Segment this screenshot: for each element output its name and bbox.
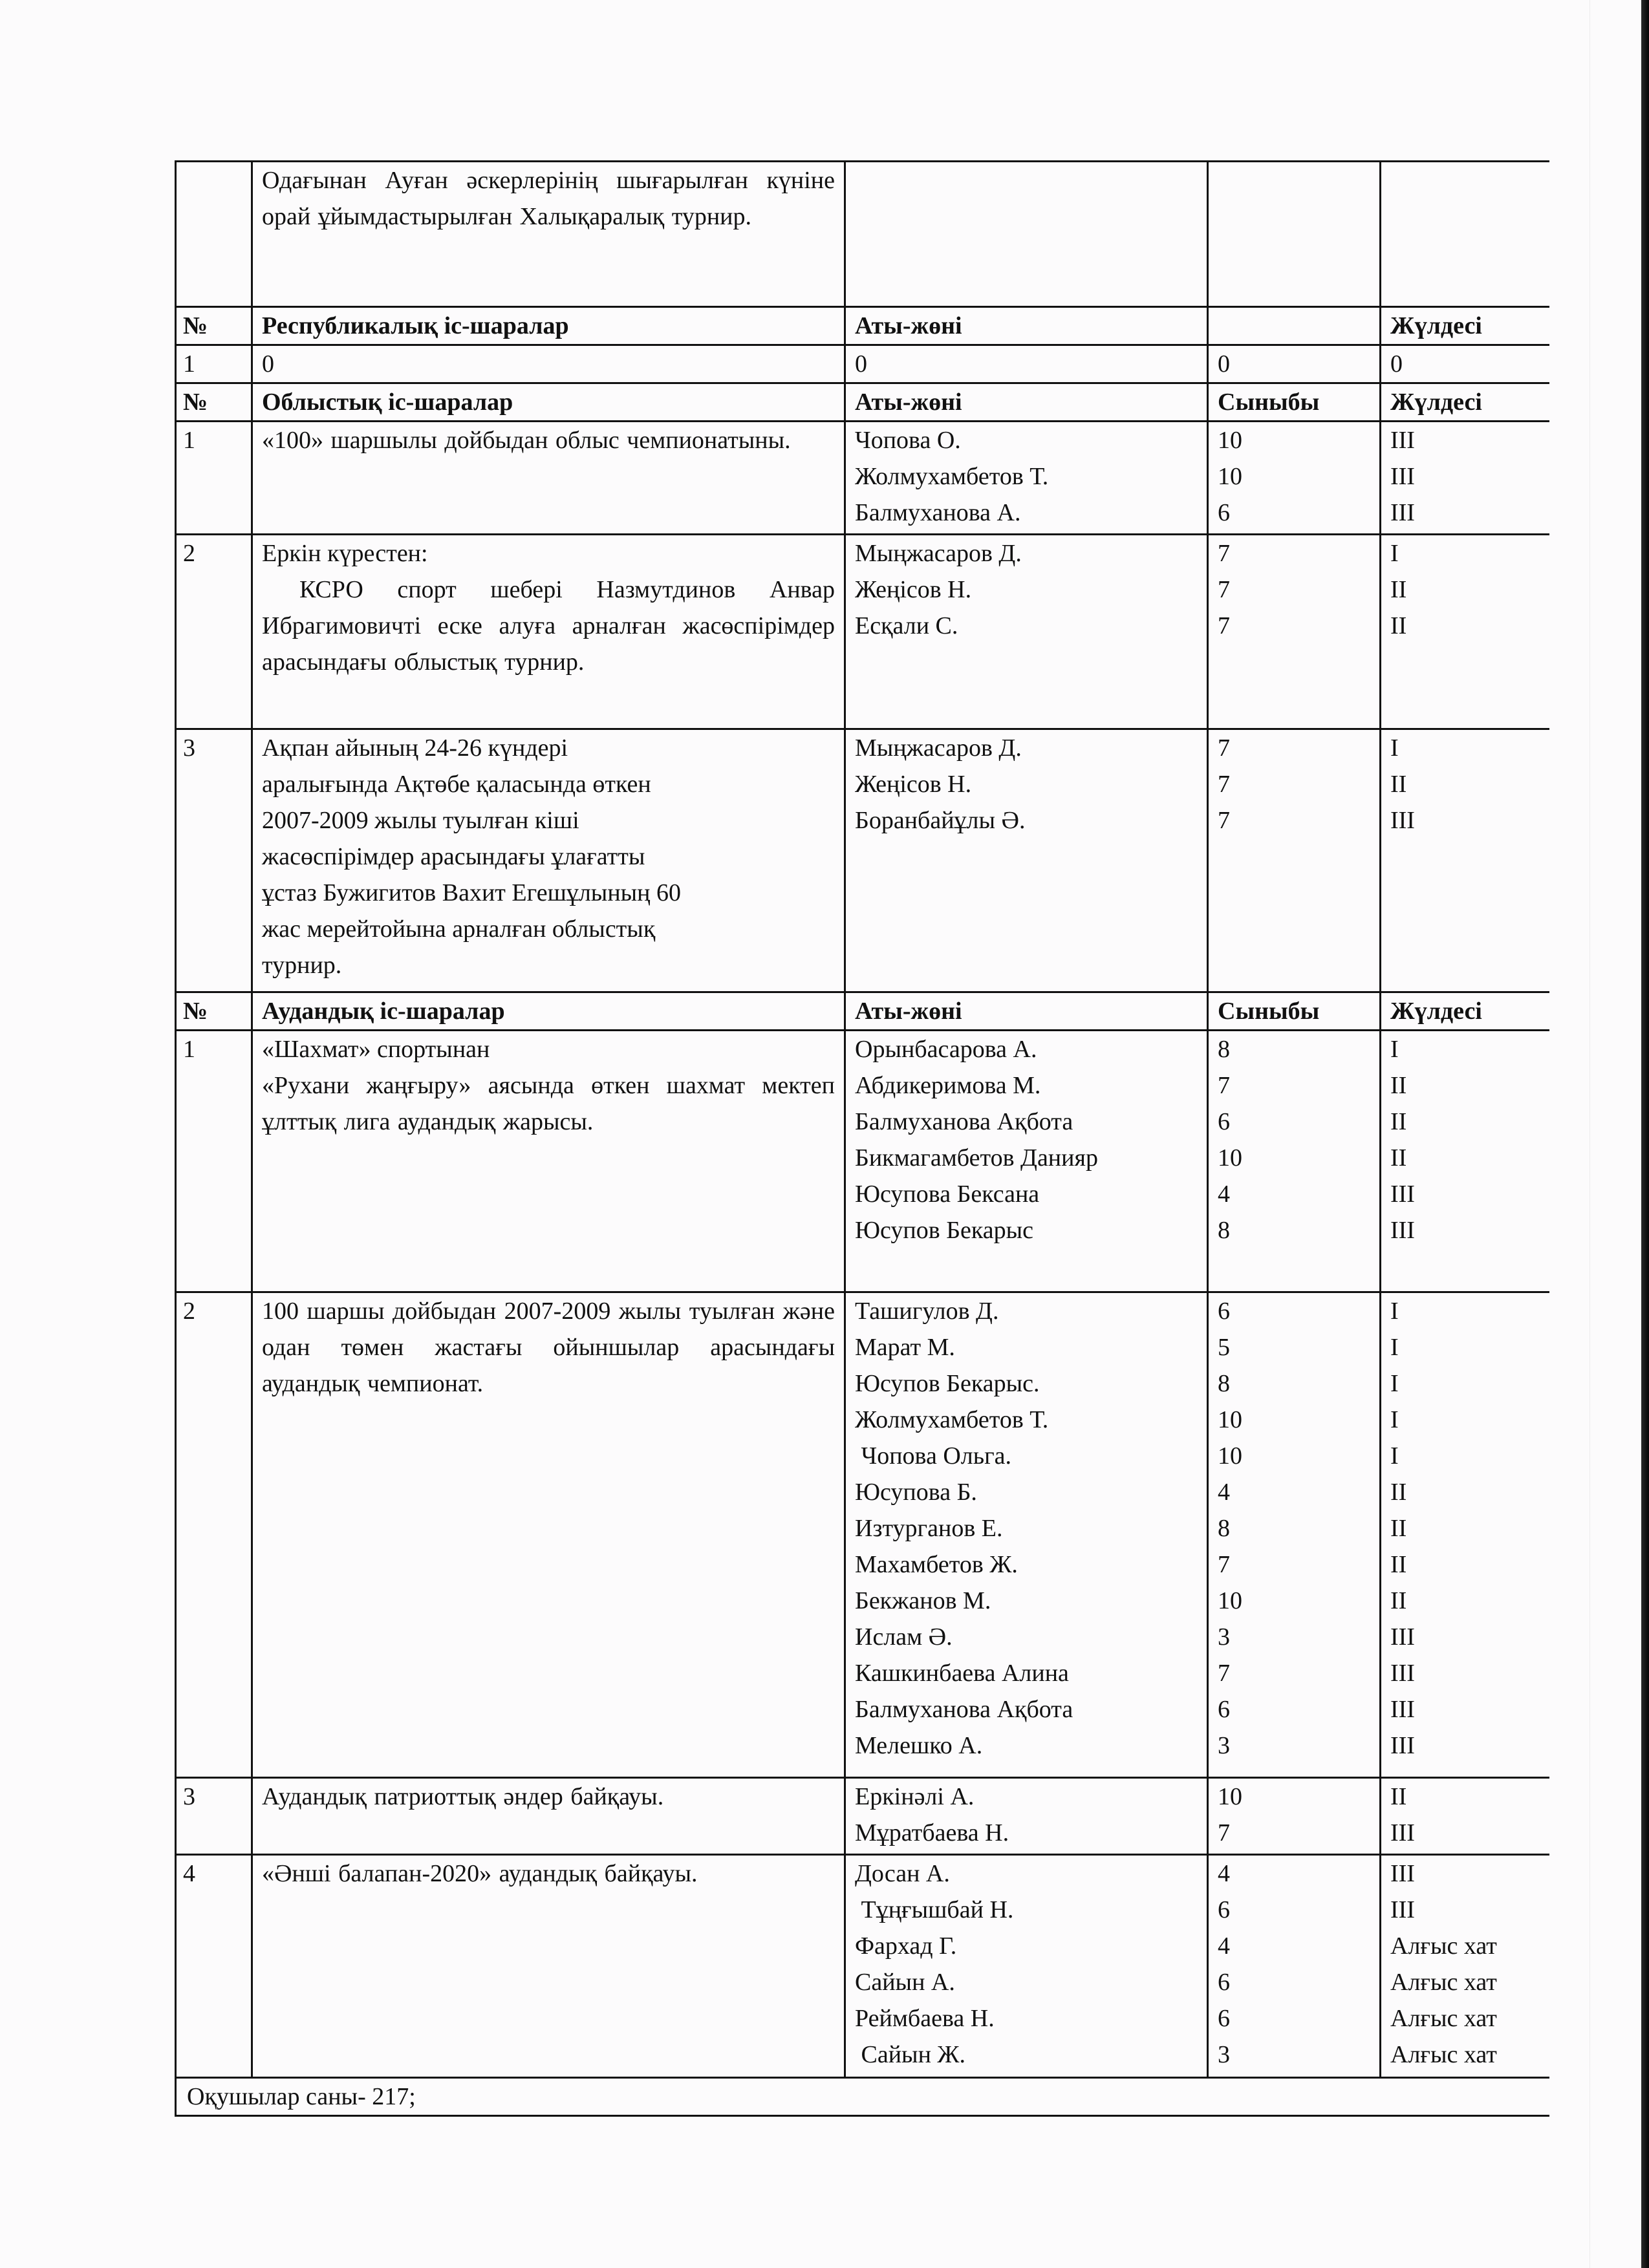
participant-name: Жеңісов Н. (855, 576, 972, 603)
event-description: КСРО спорт шебері Назмутдинов Анвар Ибрагимовичті еске алуға арналған жасөспірімдер арасындағы облыстық турнир. (262, 576, 835, 676)
participant-name: Орынбасарова А. (855, 1036, 1037, 1063)
participant-name: Махамбетов Ж. (855, 1551, 1018, 1578)
participant-prize: II (1390, 576, 1407, 603)
header-prize: Жүлдесі (1381, 307, 1549, 345)
participant-name: Жеңісов Н. (855, 771, 972, 798)
participant-name: Изтурганов Е. (855, 1515, 1003, 1542)
participant-grade: 7 (1218, 1819, 1230, 1846)
header-event: Аудандық іс-шаралар (252, 992, 845, 1031)
header-num: № (176, 383, 252, 422)
footer-row (176, 2078, 1549, 2116)
table-row (176, 535, 1549, 729)
participant-grade: 3 (1218, 1732, 1230, 1759)
row-grades (1208, 535, 1381, 729)
participant-grade: 6 (1218, 2005, 1230, 2032)
participant-prize: III (1390, 1860, 1415, 1887)
event-text: Аудандық патриоттық әндер байқауы. (262, 1783, 664, 1810)
participant-name: Жолмухамбетов Т. (855, 463, 1049, 490)
header-name: Аты-жөні (845, 307, 1208, 345)
participant-name: Мыңжасаров Д. (855, 540, 1022, 567)
num-cell (176, 162, 252, 307)
participant-grade: 7 (1218, 576, 1230, 603)
event-text: «Рухани жаңғыру» аясында өткен шахмат мектеп ұлттық лига аудандық жарысы. (262, 1072, 835, 1135)
participant-prize: III (1390, 463, 1415, 490)
participant-prize: Алғыс хат (1390, 1969, 1497, 1996)
participant-name: Ташигулов Д. (855, 1298, 999, 1325)
row-prizes (1381, 729, 1549, 992)
header-name: Аты-жөні (845, 992, 1208, 1031)
regional-header-row (176, 383, 1549, 422)
row-event (252, 1778, 845, 1855)
event-line: жасөспірімдер арасындағы ұлағатты (262, 843, 645, 870)
header-num: № (176, 992, 252, 1031)
participant-name: Боранбайұлы Ә. (855, 807, 1026, 834)
republic-header-row (176, 307, 1549, 345)
event-line: турнир. (262, 952, 342, 979)
event-cell (252, 162, 845, 307)
participant-prize: II (1390, 1587, 1407, 1614)
participant-name: Еркінәлі А. (855, 1783, 975, 1810)
event-line: аралығында Ақтөбе қаласында өткен (262, 771, 651, 798)
event-text: 100 шаршы дойбыдан 2007-2009 жылы туылған және одан төмен жастағы ойыншылар арасындағы аудандық чемпионат. (262, 1298, 835, 1397)
row-grades (1208, 1778, 1381, 1855)
participant-prize: III (1390, 1660, 1415, 1687)
participant-prize: III (1390, 1819, 1415, 1846)
participant-grade: 4 (1218, 1181, 1230, 1208)
participant-grade: 7 (1218, 1551, 1230, 1578)
district-header-row (176, 992, 1549, 1031)
row-event: 0 (252, 345, 845, 383)
row-num: 2 (176, 535, 252, 729)
row-names (845, 1292, 1208, 1778)
row-prize: 0 (1381, 345, 1549, 383)
row-prizes (1381, 1778, 1549, 1855)
participant-prize: II (1390, 612, 1407, 639)
row-names (845, 1031, 1208, 1292)
participant-prize: II (1390, 771, 1407, 798)
row-event (252, 422, 845, 535)
row-name: 0 (845, 345, 1208, 383)
row-event (252, 535, 845, 729)
prize-cell (1381, 162, 1549, 307)
participant-prize: III (1390, 807, 1415, 834)
participant-prize: I (1390, 1406, 1399, 1433)
event-line: жас мерейтойына арналған облыстық (262, 915, 656, 943)
participant-name: Юсупов Бекарыс. (855, 1370, 1040, 1397)
row-prizes (1381, 1031, 1549, 1292)
participant-grade: 4 (1218, 1479, 1230, 1506)
participant-name: Мелешко А. (855, 1732, 983, 1759)
row-num: 1 (176, 422, 252, 535)
row-num: 1 (176, 1031, 252, 1292)
header-grade: Сыныбы (1208, 383, 1381, 422)
grade-cell (1208, 162, 1381, 307)
participant-name: Балмуханова Ақбота (855, 1108, 1073, 1135)
header-event: Облыстық іс-шаралар (252, 383, 845, 422)
participant-name: Юсупов Бекарыс (855, 1217, 1034, 1244)
participant-name: Абдикеримова М. (855, 1072, 1041, 1099)
row-event (252, 1292, 845, 1778)
participant-grade: 10 (1218, 1406, 1242, 1433)
header-event: Республикалық іс-шаралар (252, 307, 845, 345)
participant-name: Тұңғышбай Н. (855, 1896, 1014, 1923)
participant-grade: 10 (1218, 1144, 1242, 1171)
participant-prize: I (1390, 1370, 1399, 1397)
participant-grade: 8 (1218, 1036, 1230, 1063)
row-num: 4 (176, 1855, 252, 2078)
participant-name: Балмуханова А. (855, 499, 1021, 526)
row-num: 3 (176, 1778, 252, 1855)
participant-name: Юсупова Б. (855, 1479, 977, 1506)
header-grade (1208, 307, 1381, 345)
row-grade: 0 (1208, 345, 1381, 383)
participant-grade: 10 (1218, 463, 1242, 490)
participant-name: Досан А. (855, 1860, 950, 1887)
table-row (176, 1855, 1549, 2078)
participant-name: Балмуханова Ақбота (855, 1696, 1073, 1723)
participant-name: Мыңжасаров Д. (855, 734, 1022, 762)
participant-grade: 8 (1218, 1515, 1230, 1542)
participant-grade: 7 (1218, 734, 1230, 762)
intro-row (176, 162, 1549, 307)
participant-grade: 7 (1218, 807, 1230, 834)
event-text (262, 572, 835, 680)
event-text: «100» шаршылы дойбыдан облыс чемпионатыны. (262, 427, 791, 454)
participant-grade: 7 (1218, 612, 1230, 639)
row-num: 3 (176, 729, 252, 992)
participant-grade: 6 (1218, 1969, 1230, 1996)
participant-grade: 6 (1218, 1298, 1230, 1325)
participant-name: Реймбаева Н. (855, 2005, 995, 2032)
table-row (176, 345, 1549, 383)
participant-grade: 10 (1218, 1587, 1242, 1614)
participant-grade: 7 (1218, 1660, 1230, 1687)
participant-prize: III (1390, 1181, 1415, 1208)
header-num: № (176, 307, 252, 345)
participant-prize: III (1390, 1896, 1415, 1923)
participant-prize: I (1390, 734, 1399, 762)
participant-grade: 3 (1218, 2041, 1230, 2068)
participant-prize: III (1390, 1217, 1415, 1244)
participant-grade: 10 (1218, 1783, 1242, 1810)
participant-prize: I (1390, 1442, 1399, 1470)
participant-grade: 6 (1218, 1896, 1230, 1923)
row-event (252, 1855, 845, 2078)
participant-prize: Алғыс хат (1390, 1932, 1497, 1960)
participant-prize: III (1390, 499, 1415, 526)
event-text: «Әнші балапан-2020» аудандық байқауы. (262, 1860, 698, 1887)
participant-name: Сайын А. (855, 1969, 955, 1996)
participant-name: Фархад Г. (855, 1932, 957, 1960)
participant-grade: 4 (1218, 1932, 1230, 1960)
participant-name: Марат М. (855, 1334, 955, 1361)
row-prizes (1381, 422, 1549, 535)
awards-table (175, 160, 1549, 2117)
students-count: Оқушылар саны- 217; (176, 2078, 1549, 2116)
participant-grade: 8 (1218, 1217, 1230, 1244)
row-event (252, 729, 845, 992)
name-cell (845, 162, 1208, 307)
participant-grade: 3 (1218, 1623, 1230, 1651)
participant-prize: III (1390, 1732, 1415, 1759)
row-num: 2 (176, 1292, 252, 1778)
participant-name: Бикмагамбетов Данияр (855, 1144, 1098, 1171)
table-row (176, 1292, 1549, 1778)
participant-prize: Алғыс хат (1390, 2041, 1497, 2068)
participant-prize: III (1390, 427, 1415, 454)
participant-prize: II (1390, 1108, 1407, 1135)
table-row (176, 422, 1549, 535)
participant-grade: 10 (1218, 1442, 1242, 1470)
row-prizes (1381, 535, 1549, 729)
participant-grade: 7 (1218, 540, 1230, 567)
header-name: Аты-жөні (845, 383, 1208, 422)
row-grades (1208, 729, 1381, 992)
participant-name: Бекжанов М. (855, 1587, 991, 1614)
participant-prize: II (1390, 1144, 1407, 1171)
participant-prize: I (1390, 1036, 1399, 1063)
participant-grade: 5 (1218, 1334, 1230, 1361)
participant-prize: II (1390, 1551, 1407, 1578)
participant-name: Юсупова Бексана (855, 1181, 1040, 1208)
participant-prize: I (1390, 540, 1399, 567)
participant-grade: 4 (1218, 1860, 1230, 1887)
participant-name: Кашкинбаева Алина (855, 1660, 1069, 1687)
participant-grade: 10 (1218, 427, 1242, 454)
participant-prize: II (1390, 1515, 1407, 1542)
row-names (845, 1855, 1208, 2078)
header-prize: Жүлдесі (1381, 383, 1549, 422)
participant-prize: II (1390, 1479, 1407, 1506)
participant-grade: 8 (1218, 1370, 1230, 1397)
participant-prize: II (1390, 1072, 1407, 1099)
participant-name: Мұратбаева Н. (855, 1819, 1009, 1846)
participant-name: Жолмухамбетов Т. (855, 1406, 1049, 1433)
participant-prize: II (1390, 1783, 1407, 1810)
participant-name: Чопова О. (855, 427, 961, 454)
participant-grade: 6 (1218, 1108, 1230, 1135)
participant-prize: Алғыс хат (1390, 2005, 1497, 2032)
row-names (845, 1778, 1208, 1855)
event-title: «Шахмат» спортынан (262, 1036, 490, 1063)
participant-grade: 7 (1218, 771, 1230, 798)
row-names (845, 729, 1208, 992)
row-grades (1208, 422, 1381, 535)
participant-name: Ислам Ә. (855, 1623, 953, 1651)
row-prizes (1381, 1855, 1549, 2078)
participant-prize: III (1390, 1696, 1415, 1723)
participant-prize: III (1390, 1623, 1415, 1651)
row-num: 1 (176, 345, 252, 383)
table-row (176, 1778, 1549, 1855)
row-grades (1208, 1855, 1381, 2078)
event-line: Ақпан айының 24-26 күндері (262, 734, 568, 762)
event-text: Одағынан Ауған әскерлерінің шығарылған күніне орай ұйымдастырылған Халықаралық турнир. (262, 167, 835, 230)
scan-border-strip (1641, 0, 1649, 2268)
participant-name: Чопова Ольга. (855, 1442, 1012, 1470)
row-grades (1208, 1031, 1381, 1292)
participant-prize: I (1390, 1334, 1399, 1361)
row-grades (1208, 1292, 1381, 1778)
table-row (176, 729, 1549, 992)
header-grade: Сыныбы (1208, 992, 1381, 1031)
participant-grade: 6 (1218, 499, 1230, 526)
header-prize: Жүлдесі (1381, 992, 1549, 1031)
row-names (845, 535, 1208, 729)
participant-name: Есқали С. (855, 612, 958, 639)
participant-prize: I (1390, 1298, 1399, 1325)
event-line: 2007-2009 жылы туылған кіші (262, 807, 579, 834)
participant-grade: 6 (1218, 1696, 1230, 1723)
participant-name: Сайын Ж. (855, 2041, 965, 2068)
table-row (176, 1031, 1549, 1292)
event-line: ұстаз Бужигитов Вахит Егешұлының 60 (262, 879, 682, 906)
row-prizes (1381, 1292, 1549, 1778)
row-names (845, 422, 1208, 535)
event-title: Еркін күрестен: (262, 540, 428, 567)
row-event (252, 1031, 845, 1292)
participant-grade: 7 (1218, 1072, 1230, 1099)
